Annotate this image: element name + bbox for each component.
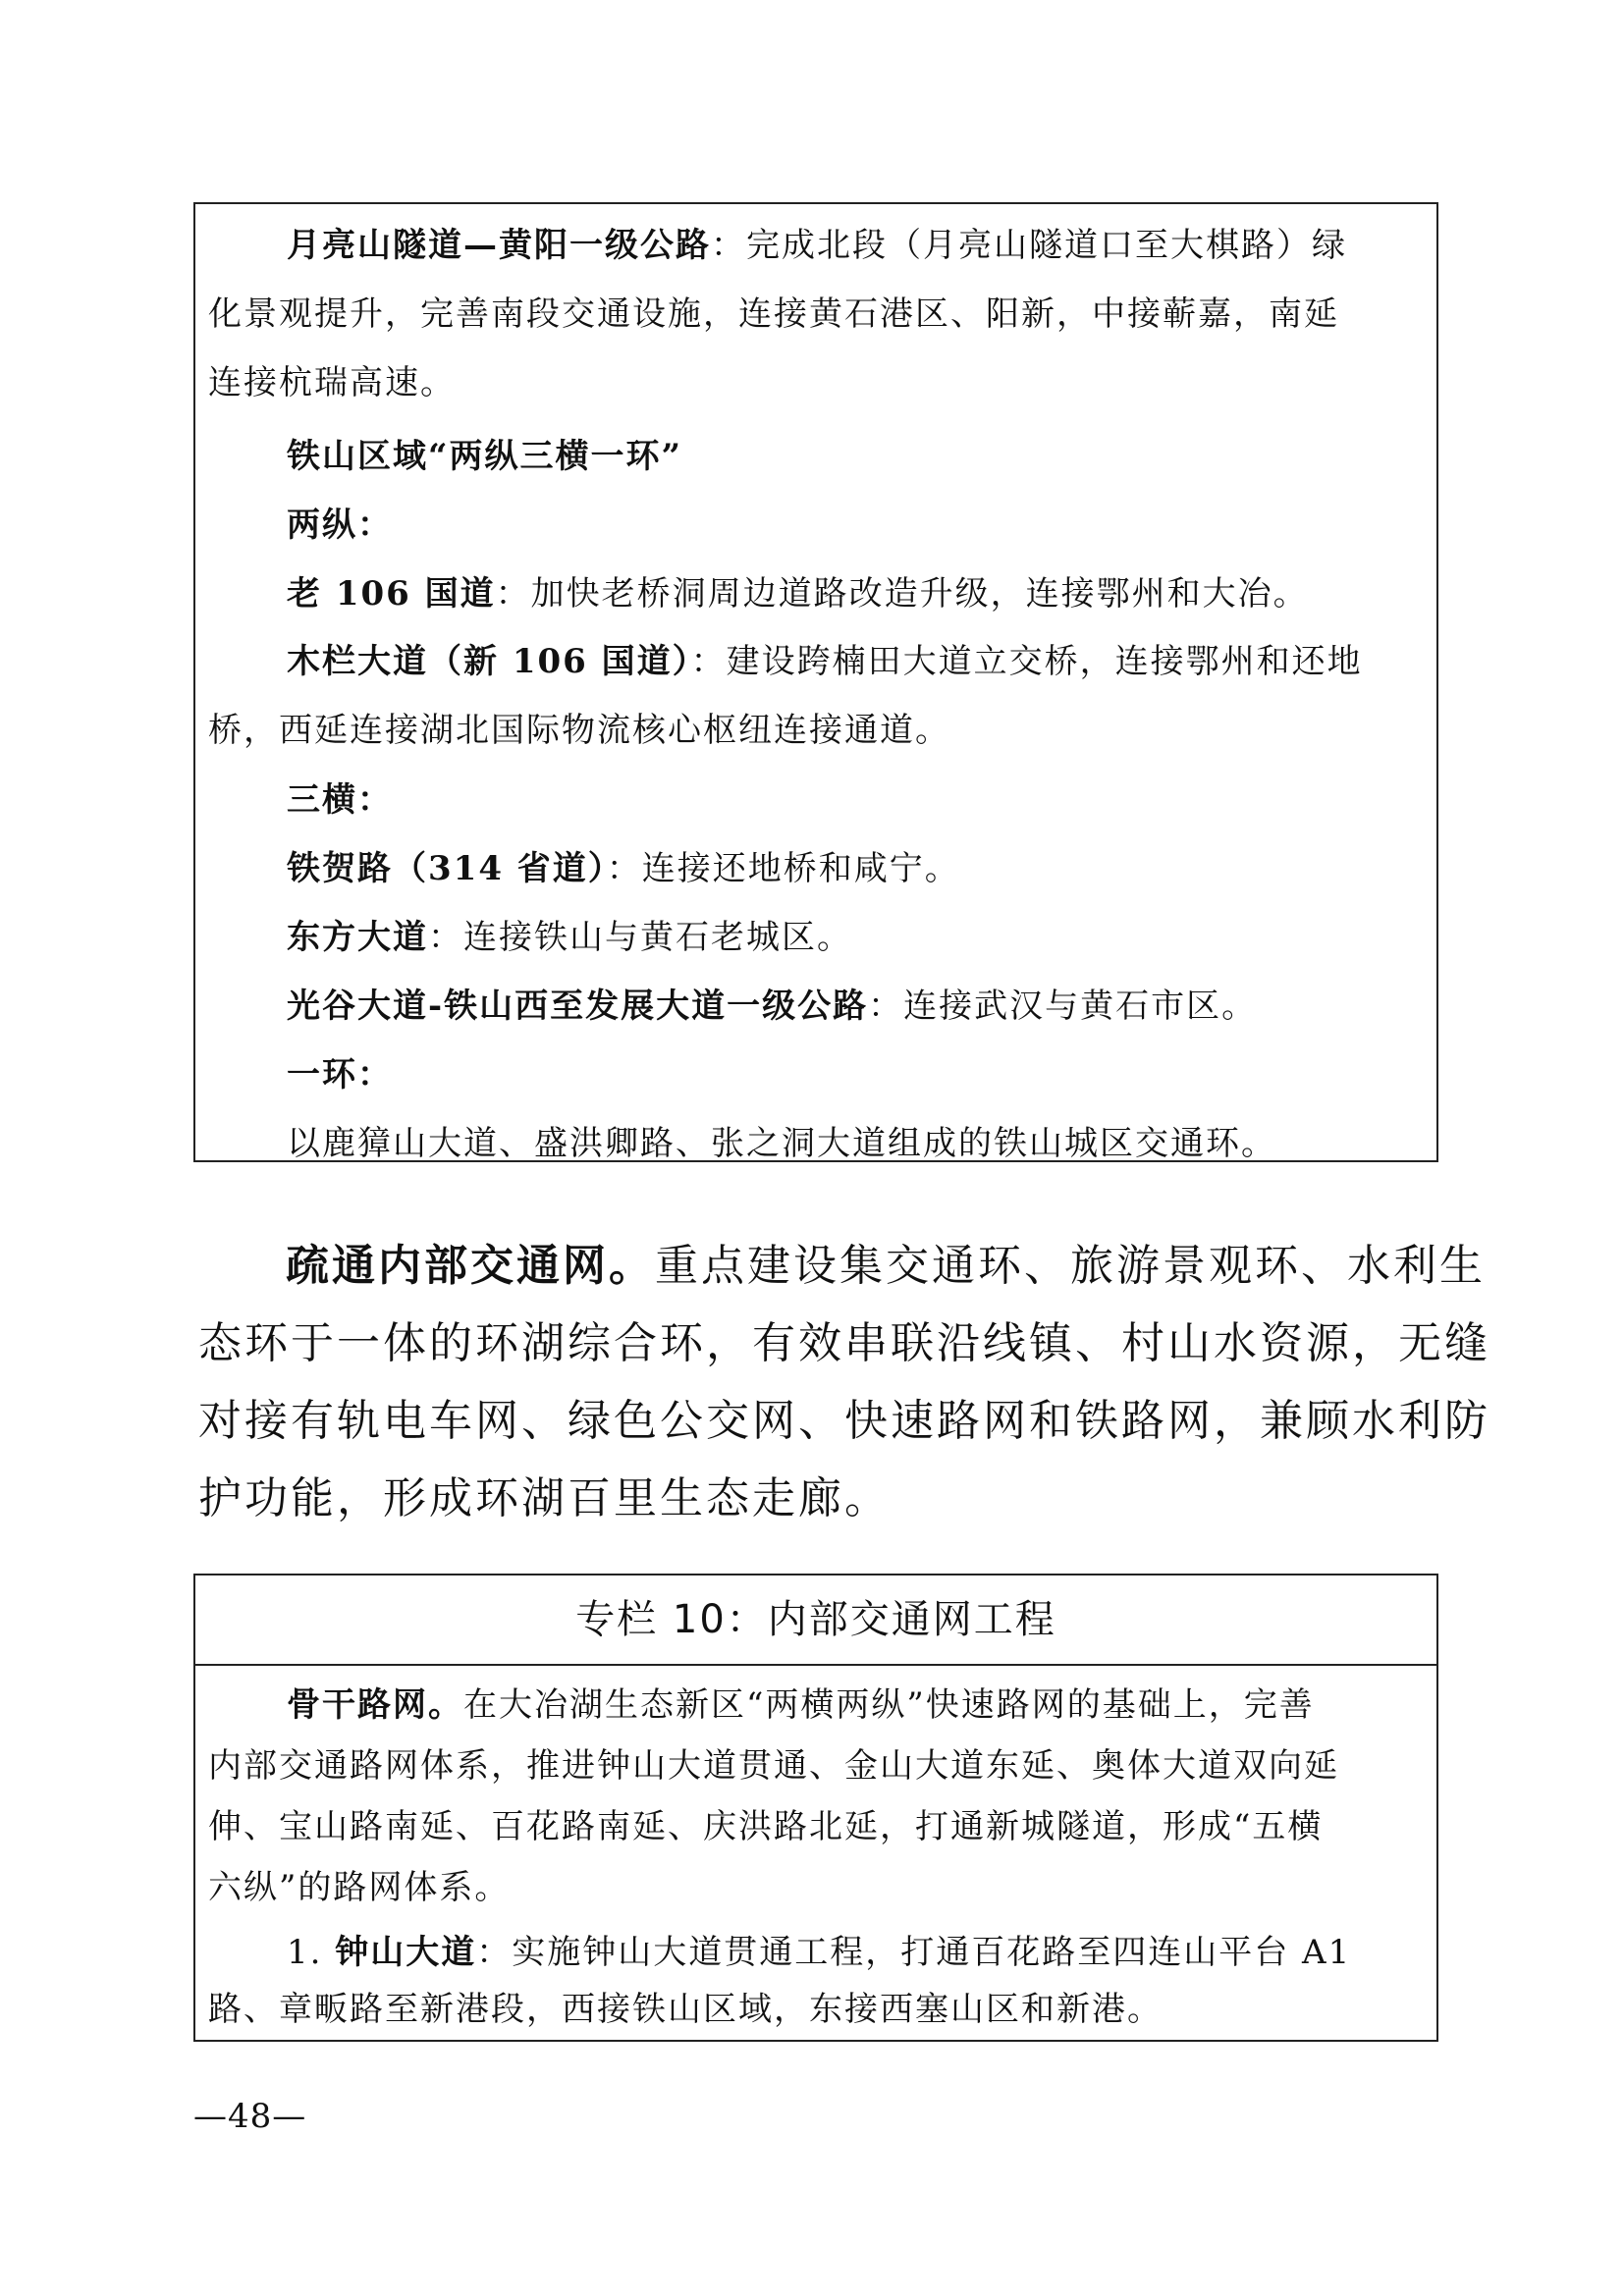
column-box [193, 1574, 1438, 2042]
box-line [287, 1931, 1351, 1974]
road-name: 铁贺路（314 省道） [287, 849, 607, 888]
box-line [287, 1683, 1315, 1727]
box-line [287, 640, 1363, 683]
sub-heading: 三横： [287, 780, 393, 820]
sub-heading: 一环： [287, 1055, 393, 1095]
road-desc: ：加快老桥洞周边道路改造升级，连接鄂州和大冶。 [495, 574, 1309, 614]
paragraph-line: 态环于一体的环湖综合环，有效串联沿线镇、村山水资源，无缝 [198, 1318, 1490, 1368]
road-desc: ：完成北段（月亮山隧道口至大棋路）绿 [711, 226, 1347, 265]
road-name: 光谷大道-铁山西至发展大道一级公路 [287, 987, 869, 1026]
box-line [287, 847, 960, 890]
column-lead: 骨干路网。 [287, 1685, 463, 1725]
sub-heading: 两纵： [287, 506, 393, 545]
road-name: 月亮山隧道—黄阳一级公路 [287, 226, 711, 265]
box-line: 路、章畈路至新港段，西接铁山区域，东接西塞山区和新港。 [208, 1990, 1163, 2029]
page-number: —48— [193, 2097, 307, 2136]
paragraph-lead: 疏通内部交通网。 [286, 1241, 655, 1291]
box-line [287, 572, 1309, 615]
road-desc: ：实施钟山大道贯通工程，打通百花路至四连山平台 A1 [476, 1933, 1352, 1972]
paragraph-text: 重点建设集交通环、旅游景观环、水利生 [655, 1241, 1486, 1291]
road-name: 东方大道 [287, 918, 428, 957]
road-desc: ：连接还地桥和咸宁。 [606, 849, 960, 888]
road-desc: ：连接武汉与黄石市区。 [868, 987, 1258, 1026]
road-name: 木栏大道（新 106 国道） [287, 642, 691, 681]
box-line [287, 224, 1347, 267]
box-line [287, 916, 852, 959]
box-line: 连接杭瑞高速。 [208, 363, 456, 402]
paragraph-line: 对接有轨电车网、绿色公交网、快速路网和铁路网，兼顾水利防 [198, 1396, 1490, 1446]
paragraph-line [286, 1237, 1486, 1296]
column-text: 在大冶湖生态新区“两横两纵”快速路网的基础上，完善 [463, 1685, 1315, 1725]
section-heading: 铁山区域“两纵三横一环” [287, 437, 683, 476]
box-line: 以鹿獐山大道、盛洪卿路、张之洞大道组成的铁山城区交通环。 [287, 1124, 1276, 1163]
road-desc: ：建设跨楠田大道立交桥，连接鄂州和还地 [690, 642, 1363, 681]
box-line: 桥，西延连接湖北国际物流核心枢纽连接通道。 [208, 711, 950, 750]
road-name: 老 106 国道 [287, 574, 496, 614]
box-line: 伸、宝山路南延、百花路南延、庆洪路北延，打通新城隧道，形成“五横 [208, 1807, 1324, 1846]
road-info-box [193, 202, 1438, 1162]
box-line [287, 985, 1257, 1028]
box-line: 六纵”的路网体系。 [208, 1868, 511, 1907]
paragraph-line: 护功能，形成环湖百里生态走廊。 [198, 1473, 891, 1523]
box-line: 内部交通路网体系，推进钟山大道贯通、金山大道东延、奥体大道双向延 [208, 1746, 1339, 1786]
box-line: 化景观提升，完善南段交通设施，连接黄石港区、阳新，中接蕲嘉，南延 [208, 294, 1339, 334]
column-title: 专栏 10：内部交通网工程 [195, 1575, 1436, 1666]
road-desc: ：连接铁山与黄石老城区。 [428, 918, 852, 957]
item-number: 1. [287, 1933, 336, 1972]
road-name: 钟山大道 [335, 1933, 477, 1972]
